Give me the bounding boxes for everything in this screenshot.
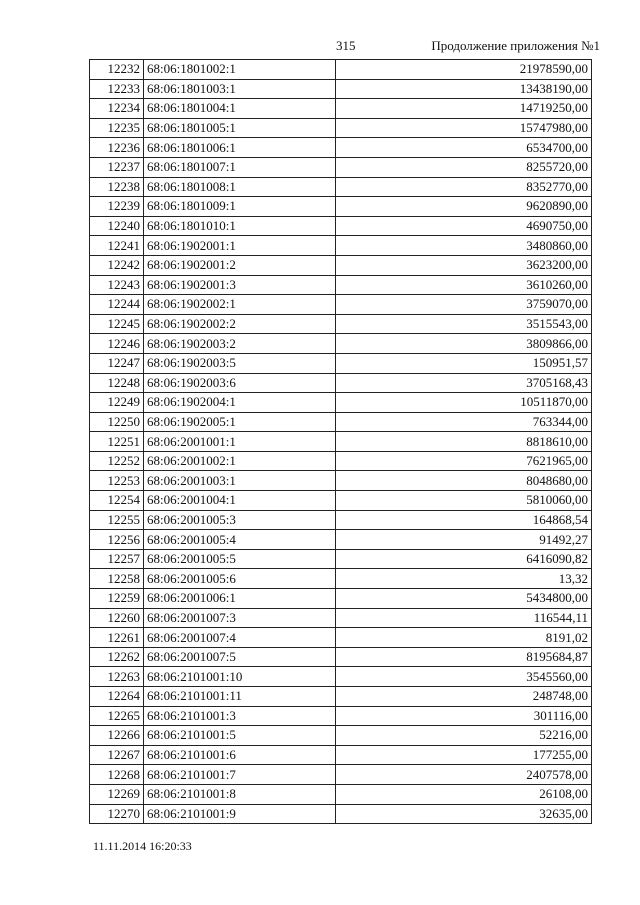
row-number-cell: 12246 xyxy=(90,334,144,354)
row-number-cell: 12243 xyxy=(90,275,144,295)
row-number-cell: 12238 xyxy=(90,177,144,197)
row-number-cell: 12237 xyxy=(90,157,144,177)
table-row xyxy=(90,60,592,80)
cadastral-value-cell: 15747980,00 xyxy=(336,118,592,138)
row-number-cell: 12249 xyxy=(90,393,144,413)
cadastral-value-cell: 301116,00 xyxy=(336,706,592,726)
cadastral-number-cell: 68:06:1902001:3 xyxy=(144,275,336,295)
cadastral-value-cell: 7621965,00 xyxy=(336,451,592,471)
cadastral-number-cell: 68:06:1902002:1 xyxy=(144,295,336,315)
table-row xyxy=(90,275,592,295)
cadastral-number-cell: 68:06:1801009:1 xyxy=(144,197,336,217)
cadastral-number-cell: 68:06:2101001:6 xyxy=(144,745,336,765)
cadastral-number-cell: 68:06:1801008:1 xyxy=(144,177,336,197)
row-number-cell: 12251 xyxy=(90,432,144,452)
cadastral-number-cell: 68:06:1801005:1 xyxy=(144,118,336,138)
row-number-cell: 12261 xyxy=(90,628,144,648)
row-number-cell: 12252 xyxy=(90,451,144,471)
table-row xyxy=(90,393,592,413)
cadastral-value-cell: 763344,00 xyxy=(336,412,592,432)
cadastral-value-cell: 3809866,00 xyxy=(336,334,592,354)
table-row xyxy=(90,216,592,236)
row-number-cell: 12253 xyxy=(90,471,144,491)
table-row xyxy=(90,549,592,569)
table-row xyxy=(90,451,592,471)
cadastral-value-cell: 3515543,00 xyxy=(336,314,592,334)
cadastral-value-cell: 8048680,00 xyxy=(336,471,592,491)
cadastral-number-cell: 68:06:1801006:1 xyxy=(144,138,336,158)
cadastral-value-cell: 14719250,00 xyxy=(336,99,592,119)
print-timestamp: 11.11.2014 16:20:33 xyxy=(93,839,192,853)
row-number-cell: 12248 xyxy=(90,373,144,393)
cadastral-number-cell: 68:06:1801004:1 xyxy=(144,99,336,119)
table-row xyxy=(90,353,592,373)
cadastral-value-cell: 21978590,00 xyxy=(336,60,592,80)
table-row xyxy=(90,804,592,824)
table-row xyxy=(90,667,592,687)
cadastral-number-cell: 68:06:2001004:1 xyxy=(144,491,336,511)
cadastral-value-cell: 26108,00 xyxy=(336,784,592,804)
row-number-cell: 12241 xyxy=(90,236,144,256)
row-number-cell: 12255 xyxy=(90,510,144,530)
cadastral-value-cell: 5810060,00 xyxy=(336,491,592,511)
table-row xyxy=(90,608,592,628)
cadastral-number-cell: 68:06:1801007:1 xyxy=(144,157,336,177)
row-number-cell: 12268 xyxy=(90,765,144,785)
table-body xyxy=(90,60,592,824)
row-number-cell: 12235 xyxy=(90,118,144,138)
table-row xyxy=(90,177,592,197)
cadastral-value-cell: 3610260,00 xyxy=(336,275,592,295)
table-row xyxy=(90,197,592,217)
cadastral-value-cell: 8195684,87 xyxy=(336,647,592,667)
cadastral-value-table xyxy=(89,59,592,824)
row-number-cell: 12257 xyxy=(90,549,144,569)
row-number-cell: 12239 xyxy=(90,197,144,217)
row-number-cell: 12233 xyxy=(90,79,144,99)
table-row xyxy=(90,706,592,726)
cadastral-value-cell: 9620890,00 xyxy=(336,197,592,217)
row-number-cell: 12270 xyxy=(90,804,144,824)
cadastral-number-cell: 68:06:2101001:11 xyxy=(144,687,336,707)
table-row xyxy=(90,138,592,158)
cadastral-number-cell: 68:06:2001002:1 xyxy=(144,451,336,471)
cadastral-value-cell: 3480860,00 xyxy=(336,236,592,256)
row-number-cell: 12260 xyxy=(90,608,144,628)
table-row xyxy=(90,745,592,765)
cadastral-number-cell: 68:06:1801002:1 xyxy=(144,60,336,80)
cadastral-number-cell: 68:06:1902003:5 xyxy=(144,353,336,373)
cadastral-number-cell: 68:06:2001005:4 xyxy=(144,530,336,550)
page-number: 315 xyxy=(336,38,356,53)
cadastral-number-cell: 68:06:2001005:6 xyxy=(144,569,336,589)
cadastral-value-cell: 8818610,00 xyxy=(336,432,592,452)
cadastral-value-cell: 2407578,00 xyxy=(336,765,592,785)
cadastral-number-cell: 68:06:2101001:5 xyxy=(144,726,336,746)
cadastral-number-cell: 68:06:1801010:1 xyxy=(144,216,336,236)
table-row xyxy=(90,255,592,275)
cadastral-number-cell: 68:06:1801003:1 xyxy=(144,79,336,99)
cadastral-number-cell: 68:06:2001007:5 xyxy=(144,647,336,667)
cadastral-number-cell: 68:06:2001006:1 xyxy=(144,589,336,609)
cadastral-value-cell: 6534700,00 xyxy=(336,138,592,158)
cadastral-value-cell: 91492,27 xyxy=(336,530,592,550)
cadastral-number-cell: 68:06:1902003:2 xyxy=(144,334,336,354)
table-row xyxy=(90,314,592,334)
cadastral-number-cell: 68:06:2101001:8 xyxy=(144,784,336,804)
row-number-cell: 12254 xyxy=(90,491,144,511)
cadastral-number-cell: 68:06:1902004:1 xyxy=(144,393,336,413)
table-row xyxy=(90,157,592,177)
row-number-cell: 12245 xyxy=(90,314,144,334)
cadastral-number-cell: 68:06:2001007:3 xyxy=(144,608,336,628)
cadastral-value-cell: 116544,11 xyxy=(336,608,592,628)
cadastral-value-cell: 6416090,82 xyxy=(336,549,592,569)
row-number-cell: 12262 xyxy=(90,647,144,667)
cadastral-number-cell: 68:06:2101001:3 xyxy=(144,706,336,726)
cadastral-value-cell: 10511870,00 xyxy=(336,393,592,413)
row-number-cell: 12267 xyxy=(90,745,144,765)
row-number-cell: 12265 xyxy=(90,706,144,726)
cadastral-value-cell: 150951,57 xyxy=(336,353,592,373)
table-row xyxy=(90,510,592,530)
table-row xyxy=(90,432,592,452)
cadastral-value-cell: 177255,00 xyxy=(336,745,592,765)
cadastral-number-cell: 68:06:2101001:9 xyxy=(144,804,336,824)
row-number-cell: 12236 xyxy=(90,138,144,158)
row-number-cell: 12269 xyxy=(90,784,144,804)
cadastral-value-cell: 32635,00 xyxy=(336,804,592,824)
row-number-cell: 12250 xyxy=(90,412,144,432)
table-row xyxy=(90,784,592,804)
row-number-cell: 12258 xyxy=(90,569,144,589)
table-row xyxy=(90,765,592,785)
table-row xyxy=(90,295,592,315)
cadastral-number-cell: 68:06:2001001:1 xyxy=(144,432,336,452)
row-number-cell: 12234 xyxy=(90,99,144,119)
cadastral-value-cell: 3545560,00 xyxy=(336,667,592,687)
cadastral-value-cell: 3623200,00 xyxy=(336,255,592,275)
cadastral-value-cell: 3759070,00 xyxy=(336,295,592,315)
cadastral-number-cell: 68:06:2101001:7 xyxy=(144,765,336,785)
appendix-continuation-title: Продолжение приложения №1 xyxy=(431,38,600,53)
table-row xyxy=(90,412,592,432)
table-row xyxy=(90,628,592,648)
cadastral-value-cell: 8255720,00 xyxy=(336,157,592,177)
table-row xyxy=(90,334,592,354)
table-row xyxy=(90,79,592,99)
cadastral-value-cell: 3705168,43 xyxy=(336,373,592,393)
row-number-cell: 12247 xyxy=(90,353,144,373)
cadastral-value-cell: 248748,00 xyxy=(336,687,592,707)
cadastral-number-cell: 68:06:2001007:4 xyxy=(144,628,336,648)
row-number-cell: 12244 xyxy=(90,295,144,315)
cadastral-value-cell: 8191,02 xyxy=(336,628,592,648)
table-row xyxy=(90,569,592,589)
row-number-cell: 12264 xyxy=(90,687,144,707)
cadastral-value-cell: 5434800,00 xyxy=(336,589,592,609)
table-row xyxy=(90,99,592,119)
cadastral-number-cell: 68:06:1902001:2 xyxy=(144,255,336,275)
cadastral-number-cell: 68:06:2101001:10 xyxy=(144,667,336,687)
cadastral-number-cell: 68:06:1902003:6 xyxy=(144,373,336,393)
cadastral-number-cell: 68:06:2001003:1 xyxy=(144,471,336,491)
table-row xyxy=(90,236,592,256)
row-number-cell: 12232 xyxy=(90,60,144,80)
row-number-cell: 12263 xyxy=(90,667,144,687)
cadastral-value-cell: 13438190,00 xyxy=(336,79,592,99)
table-row xyxy=(90,471,592,491)
row-number-cell: 12259 xyxy=(90,589,144,609)
row-number-cell: 12256 xyxy=(90,530,144,550)
row-number-cell: 12240 xyxy=(90,216,144,236)
cadastral-number-cell: 68:06:1902002:2 xyxy=(144,314,336,334)
row-number-cell: 12266 xyxy=(90,726,144,746)
cadastral-value-cell: 164868,54 xyxy=(336,510,592,530)
row-number-cell: 12242 xyxy=(90,255,144,275)
table-row xyxy=(90,530,592,550)
cadastral-value-cell: 4690750,00 xyxy=(336,216,592,236)
table-row xyxy=(90,726,592,746)
cadastral-value-cell: 13,32 xyxy=(336,569,592,589)
table-row xyxy=(90,491,592,511)
cadastral-number-cell: 68:06:2001005:3 xyxy=(144,510,336,530)
table-row xyxy=(90,373,592,393)
cadastral-value-cell: 52216,00 xyxy=(336,726,592,746)
cadastral-number-cell: 68:06:1902005:1 xyxy=(144,412,336,432)
cadastral-value-cell: 8352770,00 xyxy=(336,177,592,197)
table-row xyxy=(90,118,592,138)
table-row xyxy=(90,589,592,609)
cadastral-number-cell: 68:06:1902001:1 xyxy=(144,236,336,256)
table-row xyxy=(90,687,592,707)
cadastral-number-cell: 68:06:2001005:5 xyxy=(144,549,336,569)
table-row xyxy=(90,647,592,667)
